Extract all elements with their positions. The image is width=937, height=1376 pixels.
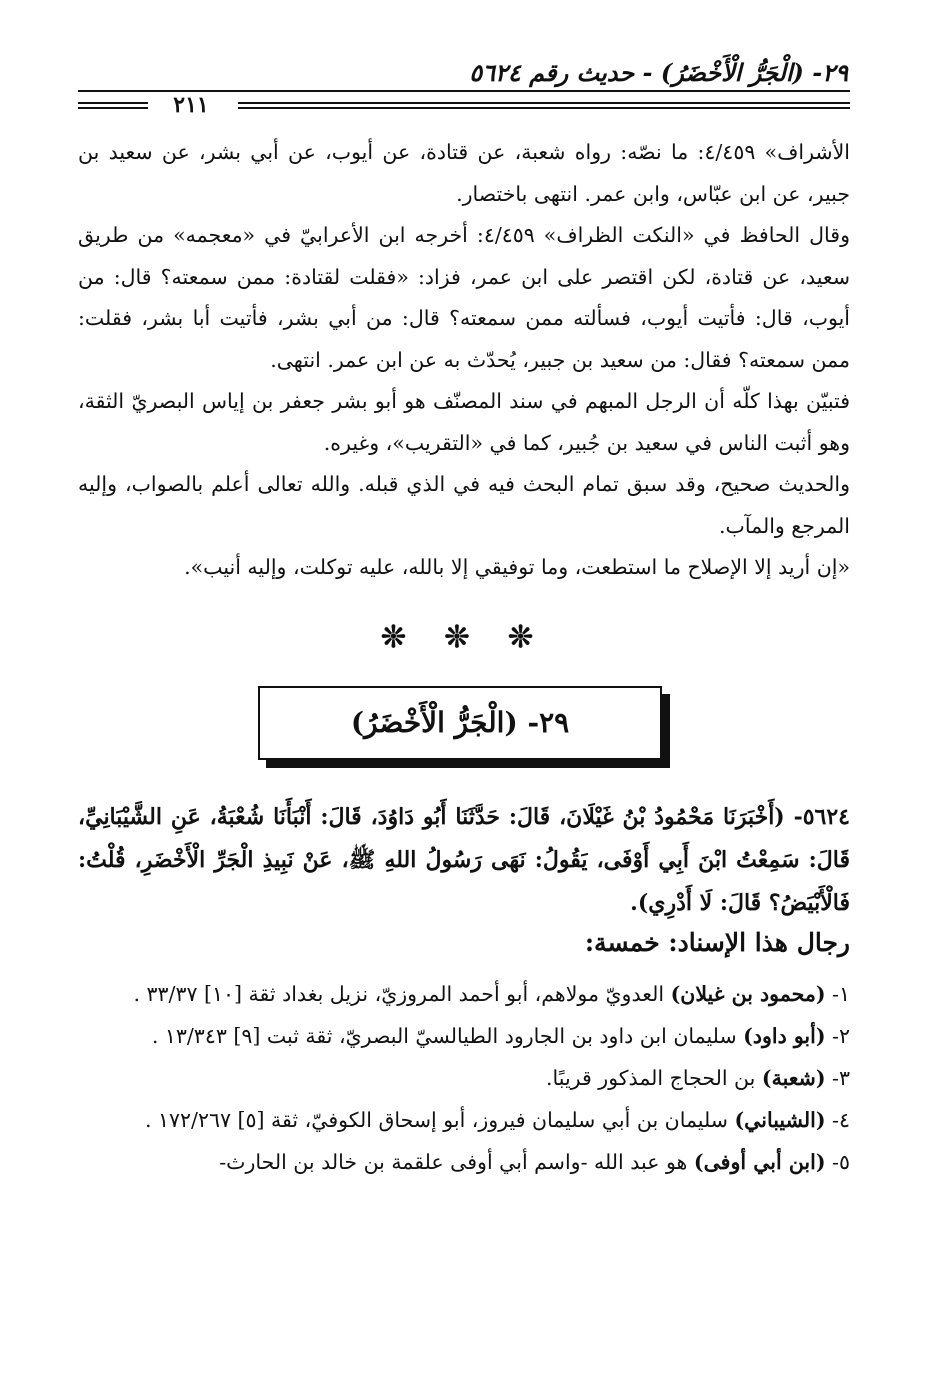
narrator-description: سليمان ابن داود بن الجارود الطيالسيّ البصريّ، ثقة ثبت [٩] ١٣/٣٤٣ . bbox=[151, 1024, 744, 1048]
narrator-item bbox=[78, 974, 850, 1015]
narrator-description: هو عبد الله -واسم أبي أوفى علقمة بن خالد بن الحارث- bbox=[219, 1150, 694, 1174]
paragraph: والحديث صحيح، وقد سبق تمام البحث فيه في الذي قبله. والله تعالى أعلم بالصواب، وإليه المرجع والمآب. bbox=[78, 472, 850, 538]
header-double-rule-left bbox=[78, 102, 148, 109]
paragraph: الأشراف» ٤/٤٥٩: ما نصّه: رواه شعبة، عن قتادة، عن أيوب، عن أبي بشر، عن سعيد بن جبير، عن ابن عبّاس، وابن عمر. انتهى باختصار. bbox=[78, 140, 850, 206]
narrator-number: ٣- bbox=[825, 1066, 850, 1090]
narrator-item bbox=[78, 1100, 850, 1141]
narrator-description: بن الحجاج المذكور قريبًا. bbox=[546, 1066, 762, 1090]
body-text bbox=[78, 132, 850, 589]
running-header-title: ٢٩- (الْجَرُّ الْأَخْضَرُ) - حديث رقم ٥٦٢٤ bbox=[469, 58, 848, 87]
narrator-name: (أبو داود) bbox=[743, 1024, 826, 1048]
page-number: ٢١١ bbox=[173, 92, 209, 118]
chapter-heading-box bbox=[258, 686, 670, 768]
paragraph: وقال الحافظ في «النكت الظراف» ٤/٤٥٩: أخرجه ابن الأعرابيّ في «معجمه» من طريق سعيد، عن قتادة، لكن اقتصر على ابن عمر، فزاد: «فقلت لقتادة: ممن سمعته؟ قال: من أيوب، قال: فأتيت أيوب، فسألته ممن سمعته؟ قال: من أبي بشر، فأتيت أبا بشر، فقلت: ممن سمعته؟ فقال: من سعيد بن جبير، يُحدّث به عن ابن عمر. انتهى. bbox=[78, 223, 850, 372]
narrator-number: ١- bbox=[825, 982, 850, 1006]
hadith-text: ٥٦٢٤- (أَخْبَرَنَا مَحْمُودُ بْنُ غَيْلَانَ، قَالَ: حَدَّثَنَا أَبُو دَاوُدَ، قَالَ: أَنْبَأَنَا شُعْبَةُ، عَنِ الشَّيْبَانِيِّ، قَالَ: سَمِعْتُ ابْنَ أَبِي أَوْفَى، يَقُولُ: نَهَى رَسُولُ اللهِ ﷺ، عَنْ نَبِيذِ الْجَرِّ الْأَخْضَرِ، قُلْتُ: فَالْأَبْيَضُ؟ قَالَ: لَا أَدْرِي). bbox=[78, 804, 850, 916]
narrators-heading: رجال هذا الإسناد: خمسة: bbox=[584, 928, 850, 957]
book-page bbox=[78, 0, 850, 1376]
narrator-number: ٤- bbox=[825, 1108, 850, 1132]
narrator-number: ٥- bbox=[825, 1150, 850, 1174]
narrator-name: (الشيباني) bbox=[734, 1108, 826, 1132]
narrator-item bbox=[78, 1142, 850, 1183]
narrator-name: (محمود بن غيلان) bbox=[670, 982, 826, 1006]
narrator-name: (شعبة) bbox=[761, 1066, 826, 1090]
narrator-item bbox=[78, 1058, 850, 1099]
narrator-item bbox=[78, 1016, 850, 1057]
section-separator: ❊ ❊ ❊ bbox=[380, 620, 548, 655]
paragraph: فتبيّن بهذا كلّه أن الرجل المبهم في سند المصنّف هو أبو بشر جعفر بن إياس البصريّ الثقة، وهو أثبت الناس في سعيد بن جُبير، كما في «التقريب»، وغيره. bbox=[78, 389, 850, 455]
narrator-name: (ابن أبي أوفى) bbox=[693, 1150, 826, 1174]
paragraph: «إن أريد إلا الإصلاح ما استطعت، وما توفيقي إلا بالله، عليه توكلت، وإليه أنيب». bbox=[184, 555, 850, 579]
narrator-number: ٢- bbox=[825, 1024, 850, 1048]
narrator-description: سليمان بن أبي سليمان فيروز، أبو إسحاق الكوفيّ، ثقة [٥] ١٧٢/٢٦٧ . bbox=[144, 1108, 735, 1132]
narrators-list bbox=[78, 974, 850, 1184]
narrator-description: العدويّ مولاهم، أبو أحمد المروزيّ، نزيل بغداد ثقة [١٠] ٣٣/٣٧ . bbox=[133, 982, 671, 1006]
running-header bbox=[78, 58, 850, 118]
chapter-title: ٢٩- (الْجَرُّ الْأَخْضَرُ) bbox=[258, 686, 662, 760]
header-double-rule-right bbox=[238, 102, 850, 109]
